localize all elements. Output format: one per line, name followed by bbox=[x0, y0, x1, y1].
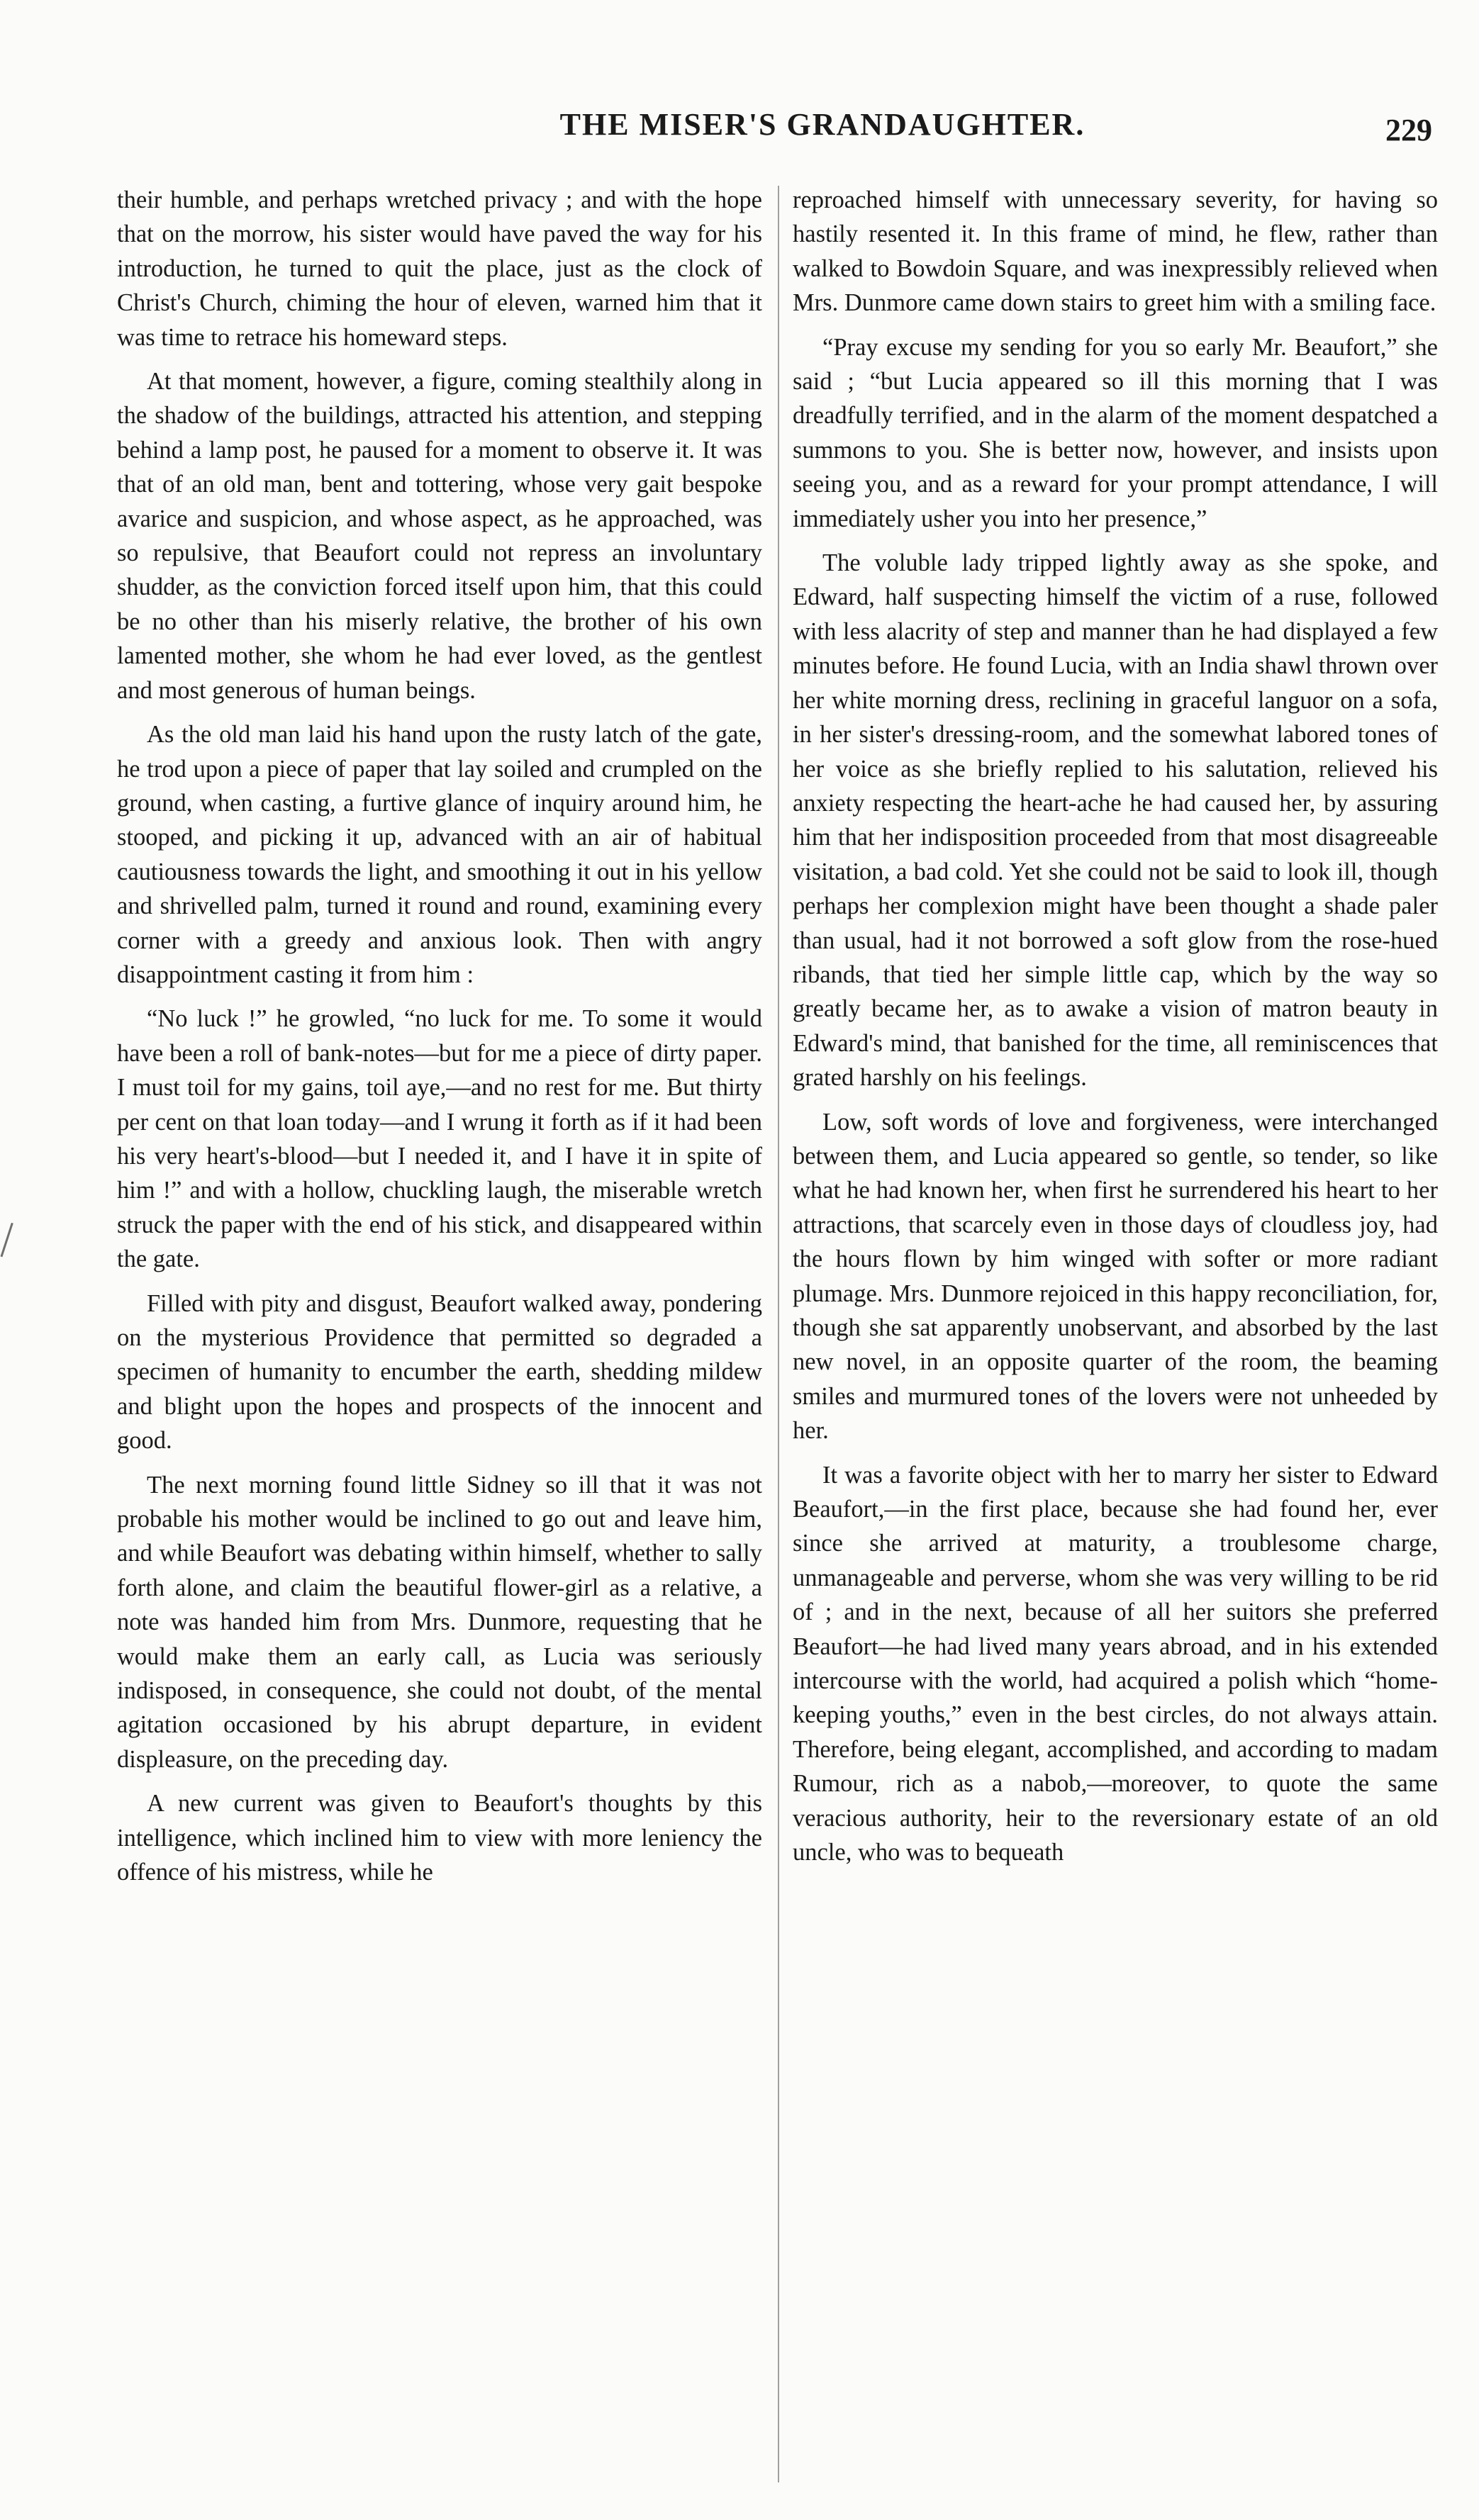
paragraph: At that moment, however, a figure, coming stealthily along in the shadow of the buildings, attracted his attention, and stepping behind a lamp post, he paused for a moment to observe it. It was that of an old man, bent and tottering, whose very gait bespoke avarice and suspicion, and whose aspect, as he approached, was so repulsive, that Beaufort could not repress an involuntary shudder, as the conviction forced itself upon him, that this could be no other than his miserly relative, the brother of his own lamented mother, she whom he had ever loved, as the gentlest and most generous of human beings. bbox=[117, 368, 762, 704]
paragraph: “No luck !” he growled, “no luck for me. To some it would have been a roll of bank-notes—but for me a piece of dirty paper. I must toil for my gains, toil aye,—and no rest for me. But thirty per cent on that loan today—and I wrung it forth as if it had been his very heart's-blood—but I needed it, and I have it in spite of him !” and with a hollow, chuckling laugh, the miserable wretch struck the paper with the end of his stick, and disappeared within the gate. bbox=[117, 1005, 762, 1273]
paragraph: The next morning found little Sidney so ill that it was not probable his mother would be inclined to go out and leave him, and while Beaufort was debating within himself, whether to sally forth alone, and claim the beautiful flower-girl as a relative, a note was handed him from Mrs. Dunmore, requesting that he would make them an early call, as Lucia was seriously indisposed, in consequence, she could not doubt, of the mental agitation occasioned by his abrupt departure, in evident displeasure, on the preceding day. bbox=[117, 1471, 762, 1773]
paragraph: “Pray excuse my sending for you so early Mr. Beaufort,” she said ; “but Lucia appeared so ill this morning that I was dreadfully terrified, and in the alarm of the moment despatched a summons to you. She is better now, however, and insists upon seeing you, and as a reward for your prompt attendance, I will immediately usher you into her presence,” bbox=[793, 333, 1438, 532]
paragraph: The voluble lady tripped lightly away as she spoke, and Edward, half suspecting himself the victim of a ruse, followed with less alacrity of step and manner than he had displayed a few minutes before. He found Lucia, with an India shawl thrown over her white morning dress, reclining in graceful languor on a sofa, in her sister's dressing-room, and the somewhat labored tones of her voice as she briefly replied to his salutation, relieved his anxiety respecting the heart-ache he had caused her, by assuring him that her indisposition proceeded from that most disagreeable visitation, a bad cold. Yet she could not be said to look ill, though perhaps her complexion might have been thought a shade paler than usual, had it not borrowed a soft glow from the rose-hued ribands, that tied her simple little cap, which by the way so greatly became her, as to awake a vision of matron beauty in Edward's mind, that banished for the time, all reminiscences that grated harshly on his feelings. bbox=[793, 549, 1438, 1092]
running-head bbox=[113, 106, 1446, 170]
paragraph: reproached himself with unnecessary severity, for having so hastily resented it. In this frame of mind, he flew, rather than walked to Bowdoin Square, and was inexpressibly relieved when Mrs. Dunmore came down stairs to greet him with a smiling face. bbox=[793, 186, 1438, 317]
paragraph: As the old man laid his hand upon the rusty latch of the gate, he trod upon a piece of paper that lay soiled and crumpled on the ground, when casting, a furtive glance of inquiry around him, he stooped, and picking it up, advanced with an air of habitual cautiousness towards the light, and smoothing it out in his yellow and shrivelled palm, turned it round and round, examining every corner with a greedy and anxious look. Then with angry disappointment casting it from him : bbox=[117, 721, 762, 988]
left-column bbox=[117, 183, 762, 1890]
page-number: 229 bbox=[1385, 113, 1432, 147]
paragraph: It was a favorite object with her to marry her sister to Edward Beaufort,—in the first place, because she had found her, ever since she arrived at maturity, a troublesome charge, unmanageable and perverse, whom she was very willing to be rid of ; and in the next, because of all her suitors she preferred Beaufort—he had lived many years abroad, and in his extended intercourse with the world, had acquired a polish which “home-keeping youths,” even in the best circles, do not always attain. Therefore, being elegant, accomplished, and according to madam Rumour, rich as a nabob,—moreover, to quote the same veracious authority, heir to the reversionary estate of an old uncle, who was to bequeath bbox=[793, 1461, 1438, 1866]
right-column bbox=[793, 183, 1438, 1870]
paragraph: A new current was given to Beaufort's thoughts by this intelligence, which inclined him to view with more leniency the offence of his mistress, while he bbox=[117, 1790, 762, 1886]
paragraph: Filled with pity and disgust, Beaufort walked away, pondering on the mysterious Providence that permitted so degraded a specimen of humanity to encumber the earth, shedding mildew and blight upon the hopes and prospects of the innocent and good. bbox=[117, 1289, 762, 1455]
margin-mark bbox=[0, 1223, 17, 1258]
running-title: THE MISER'S GRANDAUGHTER. bbox=[559, 107, 1085, 142]
column-divider bbox=[778, 186, 779, 2482]
paragraph: their humble, and perhaps wretched privacy ; and with the hope that on the morrow, his sister would have paved the way for his introduction, he turned to quit the place, just as the clock of Christ's Church, chiming the hour of eleven, warned him that it was time to retrace his homeward steps. bbox=[117, 186, 762, 351]
paragraph: Low, soft words of love and forgiveness, were interchanged between them, and Lucia appeared so gentle, so tender, so like what he had known her, when first he surrendered his heart to her attractions, that scarcely even in those days of cloudless joy, had the hours flown by him winged with softer or more radiant plumage. Mrs. Dunmore rejoiced in this happy reconciliation, for, though she sat apparently unobservant, and absorbed by the last new novel, in an opposite quarter of the room, the beaming smiles and murmured tones of the lovers were not unheeded by her. bbox=[793, 1108, 1438, 1445]
